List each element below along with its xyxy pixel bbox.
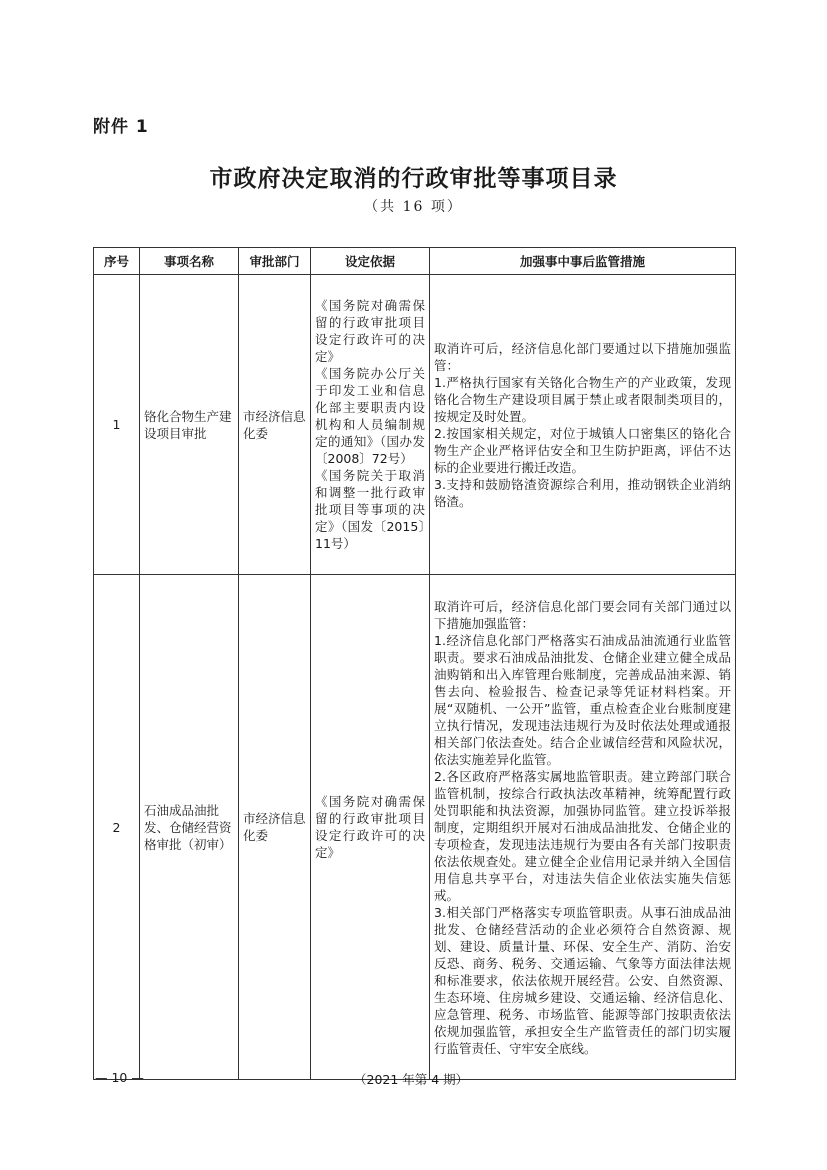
page-title: 市政府决定取消的行政审批等事项目录 xyxy=(209,165,618,192)
measure-paragraph: 取消许可后，经济信息化部门要会同有关部门通过以下措施加强监管： xyxy=(434,598,731,631)
basis-entry: 《国务院对确需保留的行政审批项目设定行政许可的决定》 xyxy=(315,298,425,364)
item-name: 铬化合物生产建设项目审批 xyxy=(140,275,239,575)
attachment-label: 附件 1 xyxy=(93,117,149,137)
basis-entry: 《国务院办公厅关于印发工业和信息化部主要职责内设机构和人员编制规定的通知》（国办发〔2008〕72号） xyxy=(315,366,425,466)
header-basis: 设定依据 xyxy=(311,248,430,275)
measure-paragraph: 3.相关部门严格落实专项监管职责。从事石油成品油批发、仓储经营活动的企业必须符合自然资源、规划、建设、质量计量、环保、安全生产、消防、治安反恐、商务、税务、交通运输、气象等方面法律法规和标准要求，依法依规开展经营。公安、自然资源、生态环境、住房城乡建设、交通运输、经济信息化、应急管理、税务、市场监管、能源等部门按职责依法依规加强监管，承担安全生产监管责任的部门切实履行监管责任、守牢安全底线。 xyxy=(434,904,731,1056)
department: 市经济信息化委 xyxy=(239,275,311,575)
row-number: 1 xyxy=(94,275,140,575)
page-number: — 10 — xyxy=(95,1070,144,1085)
issue-label: （2021 年第 4 期） xyxy=(354,1072,469,1087)
basis-cell xyxy=(311,575,430,1080)
item-count-subtitle: （共 16 项） xyxy=(364,199,463,215)
measure-paragraph: 1.严格执行国家有关铬化合物生产的产业政策，发现铬化合物生产建设项目属于禁止或者限制类项目的，按规定及时处置。 xyxy=(434,374,731,424)
table-header-row xyxy=(94,248,736,275)
basis-entry: 《国务院对确需保留的行政审批项目设定行政许可的决定》 xyxy=(315,794,425,860)
header-number: 序号 xyxy=(94,248,140,275)
table-row xyxy=(94,575,736,1080)
header-item-name: 事项名称 xyxy=(140,248,239,275)
measure-paragraph: 取消许可后，经济信息化部门要通过以下措施加强监管： xyxy=(434,340,731,373)
table-row xyxy=(94,275,736,575)
department: 市经济信息化委 xyxy=(239,575,311,1080)
catalog-table xyxy=(93,247,736,1080)
measures-cell xyxy=(430,275,736,575)
measure-paragraph: 3.支持和鼓励铬渣资源综合利用，推动钢铁企业消纳铬渣。 xyxy=(434,476,731,509)
measures-cell xyxy=(430,575,736,1080)
measure-paragraph: 2.各区政府严格落实属地监管职责。建立跨部门联合监管机制，按综合行政执法改革精神，统筹配置行政处罚职能和执法资源，加强协同监管。建立投诉举报制度，定期组织开展对石油成品油批发、仓储企业的专项检查，发现违法违规行为要由各有关部门按职责依法依规查处。建立健全企业信用记录并纳入全国信用信息共享平台，对违法失信企业依法实施失信惩戒。 xyxy=(434,768,731,903)
item-name: 石油成品油批发、仓储经营资格审批（初审） xyxy=(140,575,239,1080)
measure-paragraph: 2.按国家相关规定，对位于城镇人口密集区的铬化合物生产企业严格评估安全和卫生防护距离，评估不达标的企业要进行搬迁改造。 xyxy=(434,425,731,475)
row-number: 2 xyxy=(94,575,140,1080)
basis-cell xyxy=(311,275,430,575)
measure-paragraph: 1.经济信息化部门严格落实石油成品油流通行业监管职责。要求石油成品油批发、仓储企业建立健全成品油购销和出入库管理台账制度，完善成品油来源、销售去向、检验报告、检查记录等凭证材料档案。开展“双随机、一公开”监管，重点检查企业台账制度建立执行情况，发现违法违规行为及时依法处理或通报相关部门依法查处。结合企业诚信经营和风险状况，依法实施差异化监管。 xyxy=(434,632,731,767)
header-measures: 加强事中事后监管措施 xyxy=(430,248,736,275)
header-department: 审批部门 xyxy=(239,248,311,275)
basis-entry: 《国务院关于取消和调整一批行政审批项目等事项的决定》（国发〔2015〕11号） xyxy=(315,468,425,551)
